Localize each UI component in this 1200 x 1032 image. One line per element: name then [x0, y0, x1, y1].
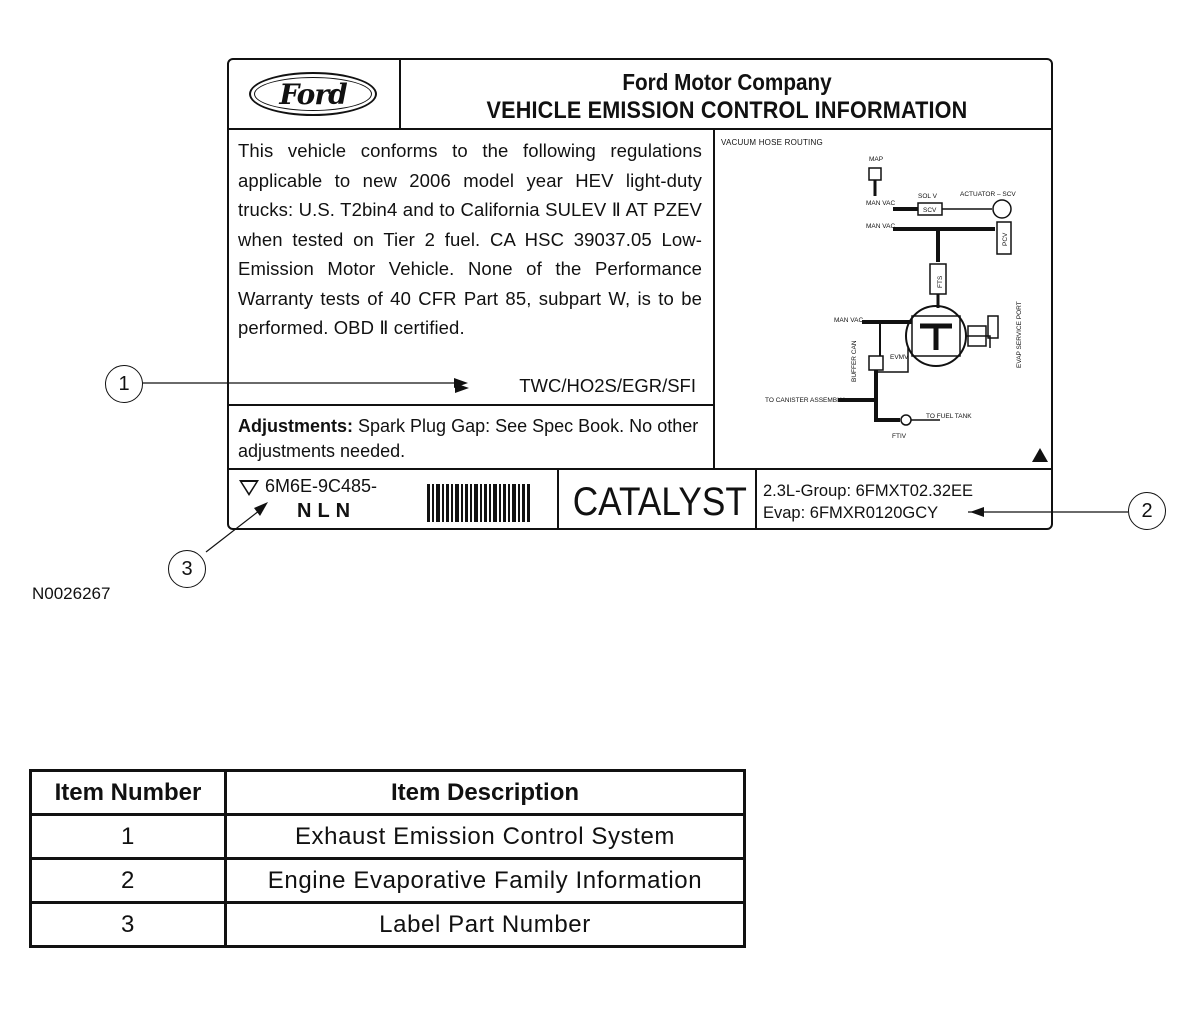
divider	[399, 60, 401, 130]
system-code: TWC/HO2S/EGR/SFI	[519, 375, 696, 396]
callout-2: 2	[1128, 492, 1166, 530]
vac-label-ftiv: FTIV	[892, 433, 907, 440]
item-number: 2	[31, 859, 226, 903]
table-row	[31, 903, 745, 947]
item-number: 3	[31, 903, 226, 947]
divider	[229, 468, 1051, 470]
vac-label-actuator: ACTUATOR – SCV	[960, 191, 1016, 198]
part-number: 6M6E-9C485-	[265, 476, 378, 496]
adjustments-label: Adjustments:	[238, 416, 354, 436]
ford-logo	[249, 72, 377, 116]
part-suffix: NLN	[297, 500, 357, 522]
vac-label-evmv: EVMV	[890, 354, 909, 361]
vac-label-to-canister: TO CANISTER ASSEMBLY	[765, 397, 845, 404]
vac-label-man-vac-1: MAN VAC	[866, 200, 896, 207]
emission-label	[227, 58, 1053, 530]
header-item-number: Item Number	[31, 771, 226, 815]
callout-3: 3	[168, 550, 206, 588]
vacuum-hose-title: VACUUM HOSE ROUTING	[721, 138, 823, 147]
table-row	[31, 815, 745, 859]
table-row	[31, 859, 745, 903]
group-text: 2.3L-Group: 6FMXT02.32EE	[763, 482, 974, 500]
table-header-row	[31, 771, 745, 815]
vac-label-pcv: PCV	[1002, 232, 1009, 246]
company-name: Ford Motor Company	[622, 69, 832, 95]
ford-logo-text: Ford	[279, 77, 347, 111]
item-legend-table	[29, 769, 746, 948]
vac-label-fts: FTS	[937, 275, 944, 288]
vac-label-to-fuel-tank: TO FUEL TANK	[926, 413, 972, 420]
triangle-icon	[239, 480, 259, 496]
vac-label-man-vac-3: MAN VAC	[834, 317, 864, 324]
engine-family-info	[763, 480, 973, 524]
item-description: Engine Evaporative Family Information	[226, 859, 745, 903]
vac-label-man-vac-2: MAN VAC	[866, 223, 896, 230]
label-title: VEHICLE EMISSION CONTROL INFORMATION	[486, 97, 968, 124]
item-description: Label Part Number	[226, 903, 745, 947]
vac-label-scv: SCV	[923, 207, 937, 214]
figure-id: N0026267	[32, 584, 111, 603]
vac-label-map: MAP	[869, 156, 884, 163]
divider	[713, 128, 715, 470]
item-number: 1	[31, 815, 226, 859]
vac-label-buffer-can: BUFFER CAN	[851, 340, 858, 382]
divider	[229, 404, 715, 406]
barcode-icon	[427, 484, 531, 522]
callout-1: 1	[105, 365, 143, 403]
divider	[557, 468, 559, 530]
vac-label-sol-v: SOL V	[918, 193, 937, 200]
adjustments-text	[238, 414, 708, 464]
evap-text: Evap: 6FMXR0120GCY	[763, 504, 939, 522]
arrow-icon	[455, 383, 479, 393]
conformance-text: This vehicle conforms to the following regulations applicable to new 2006 model year HEV light-duty trucks: U.S. T2bin4 and to California SULEV Ⅱ AT PZEV when tested on Tier 2 fuel. CA HSC 39037.05 Low-Emission Motor Vehicle. None of the Performance Warranty tests of 40 CFR Part 85, subpart W, is to be performed. OBD Ⅱ certified.	[238, 140, 702, 338]
divider	[755, 468, 757, 530]
divider	[229, 128, 1051, 130]
catalyst-text: CATALYST	[572, 480, 747, 524]
vac-label-evap-port: EVAP SERVICE PORT	[1016, 301, 1023, 368]
item-description: Exhaust Emission Control System	[226, 815, 745, 859]
header-item-description: Item Description	[226, 771, 745, 815]
adjustments-value: Spark Plug Gap: See Spec Book. No other adjustments needed.	[238, 416, 699, 461]
